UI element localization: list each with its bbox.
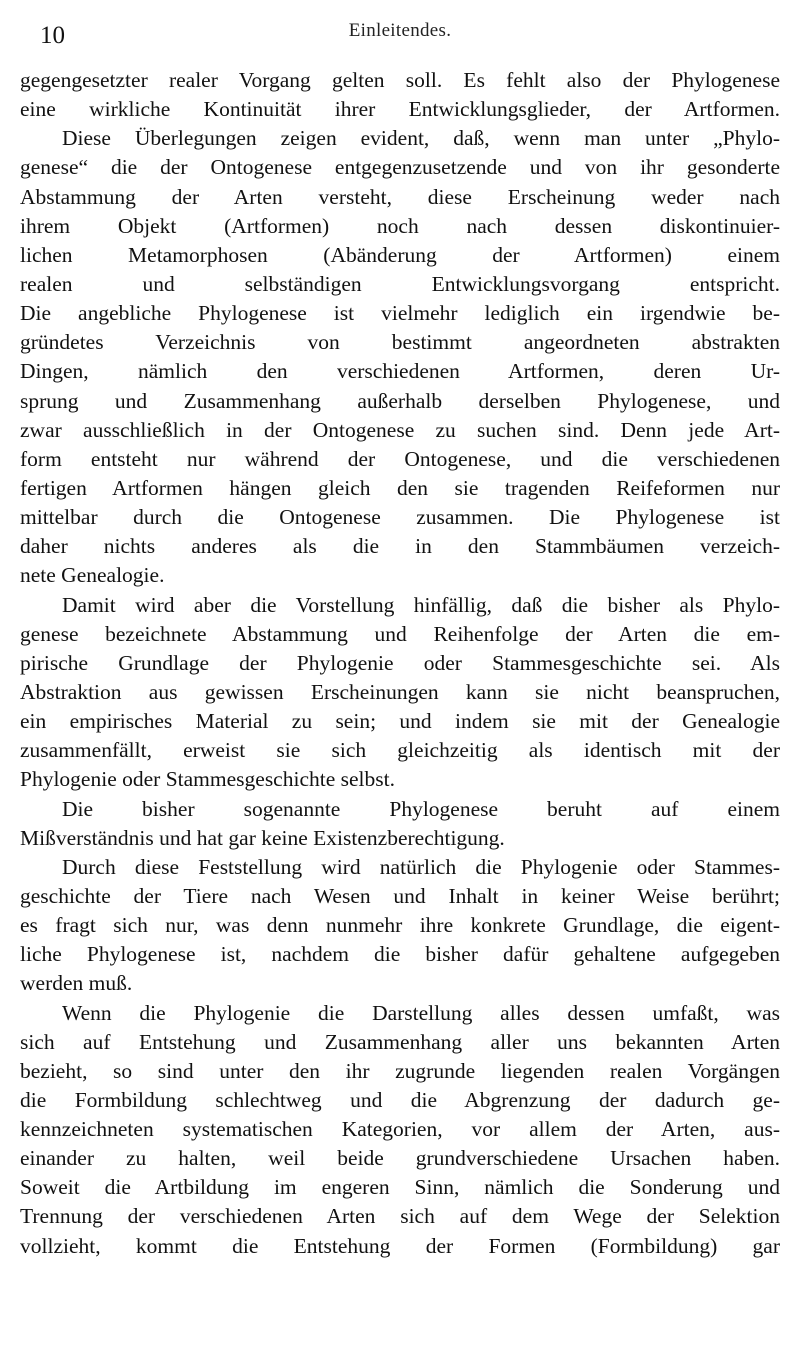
text-line: einander zu halten, weil beide grundverschiedene Ursachen haben. [20, 1146, 780, 1171]
text-line: gegengesetzter realer Vorgang gelten soll. Es fehlt also der Phylogenese [20, 68, 780, 92]
text-line: die Formbildung schlechtweg und die Abgrenzung der dadurch ge- [20, 1087, 780, 1112]
text-line: lichen Metamorphosen (Abänderung der Artformen) einem [20, 242, 780, 267]
text-line: genese“ die der Ontogenese entgegenzusetzende und von ihr gesonderte [20, 155, 780, 180]
text-line: zusammenfällt, erweist sie sich gleichzeitig als identisch mit der [20, 738, 780, 763]
text-line: ihrem Objekt (Artformen) noch nach dessen diskontinuier- [20, 213, 780, 238]
text-line: Die angebliche Phylogenese ist vielmehr lediglich ein irgendwie be- [20, 301, 780, 326]
text-line: vollzieht, kommt die Entstehung der Formen (Formbildung) gar [20, 1233, 780, 1258]
text-line: sprung und Zusammenhang außerhalb derselben Phylogenese, und [20, 388, 780, 413]
text-line: gründetes Verzeichnis von bestimmt angeordneten abstrakten [20, 330, 780, 355]
text-line: Trennung der verschiedenen Arten sich auf dem Wege der Selektion [20, 1204, 780, 1229]
text-line: realen und selbständigen Entwicklungsvorgang entspricht. [20, 271, 780, 296]
page-number: 10 [40, 22, 65, 49]
text-line: werden muß. [20, 971, 133, 996]
text-line: Dingen, nämlich den verschiedenen Artformen, deren Ur- [20, 359, 780, 384]
text-line: Wenn die Phylogenie die Darstellung alles dessen umfaßt, was [62, 1000, 780, 1025]
page-header [20, 0, 780, 56]
text-line: ein empirisches Material zu sein; und indem sie mit der Genealogie [20, 709, 780, 734]
text-line: Durch diese Feststellung wird natürlich die Phylogenie oder Stammes- [62, 854, 780, 879]
text-line: Diese Überlegungen zeigen evident, daß, wenn man unter „Phylo- [62, 126, 780, 151]
text-line: Mißverständnis und hat gar keine Existenzberechtigung. [20, 825, 505, 850]
text-line: Damit wird aber die Vorstellung hinfällig, daß die bisher als Phylo- [62, 592, 780, 617]
text-line: mittelbar durch die Ontogenese zusammen. Die Phylogenese ist [20, 505, 780, 530]
text-line: nete Genealogie. [20, 563, 165, 588]
text-line: Abstammung der Arten versteht, diese Erscheinung weder nach [20, 184, 780, 209]
text-line: geschichte der Tiere nach Wesen und Inhalt in keiner Weise berührt; [20, 883, 780, 908]
text-line: bezieht, so sind unter den ihr zugrunde liegenden realen Vorgängen [20, 1058, 780, 1083]
text-line: Phylogenie oder Stammesgeschichte selbst. [20, 767, 395, 792]
body-text [20, 66, 780, 1261]
text-line: Die bisher sogenannte Phylogenese beruht auf einem [62, 796, 780, 821]
text-line: es fragt sich nur, was denn nunmehr ihre konkrete Grundlage, die eigent- [20, 913, 780, 938]
text-line: pirische Grundlage der Phylogenie oder Stammesgeschichte sei. Als [20, 650, 780, 675]
running-head: Einleitendes. [348, 20, 452, 41]
text-line: fertigen Artformen hängen gleich den sie tragenden Reifeformen nur [20, 475, 780, 500]
text-line: zwar ausschließlich in der Ontogenese zu suchen sind. Denn jede Art- [20, 417, 780, 442]
text-line: daher nichts anderes als die in den Stammbäumen verzeich- [20, 534, 780, 559]
text-line: Abstraktion aus gewissen Erscheinungen kann sie nicht beanspruchen, [20, 679, 780, 704]
text-line: kennzeichneten systematischen Kategorien, vor allem der Arten, aus- [20, 1117, 780, 1142]
text-line: genese bezeichnete Abstammung und Reihenfolge der Arten die em- [20, 621, 780, 646]
text-line: form entsteht nur während der Ontogenese, und die verschiedenen [20, 446, 780, 471]
text-line: liche Phylogenese ist, nachdem die bisher dafür gehaltene aufgegeben [20, 942, 780, 967]
text-line: eine wirkliche Kontinuität ihrer Entwicklungsglieder, der Artformen. [20, 97, 780, 122]
text-line: sich auf Entstehung und Zusammenhang aller uns bekannten Arten [20, 1029, 780, 1054]
text-line: Soweit die Artbildung im engeren Sinn, nämlich die Sonderung und [20, 1175, 780, 1200]
